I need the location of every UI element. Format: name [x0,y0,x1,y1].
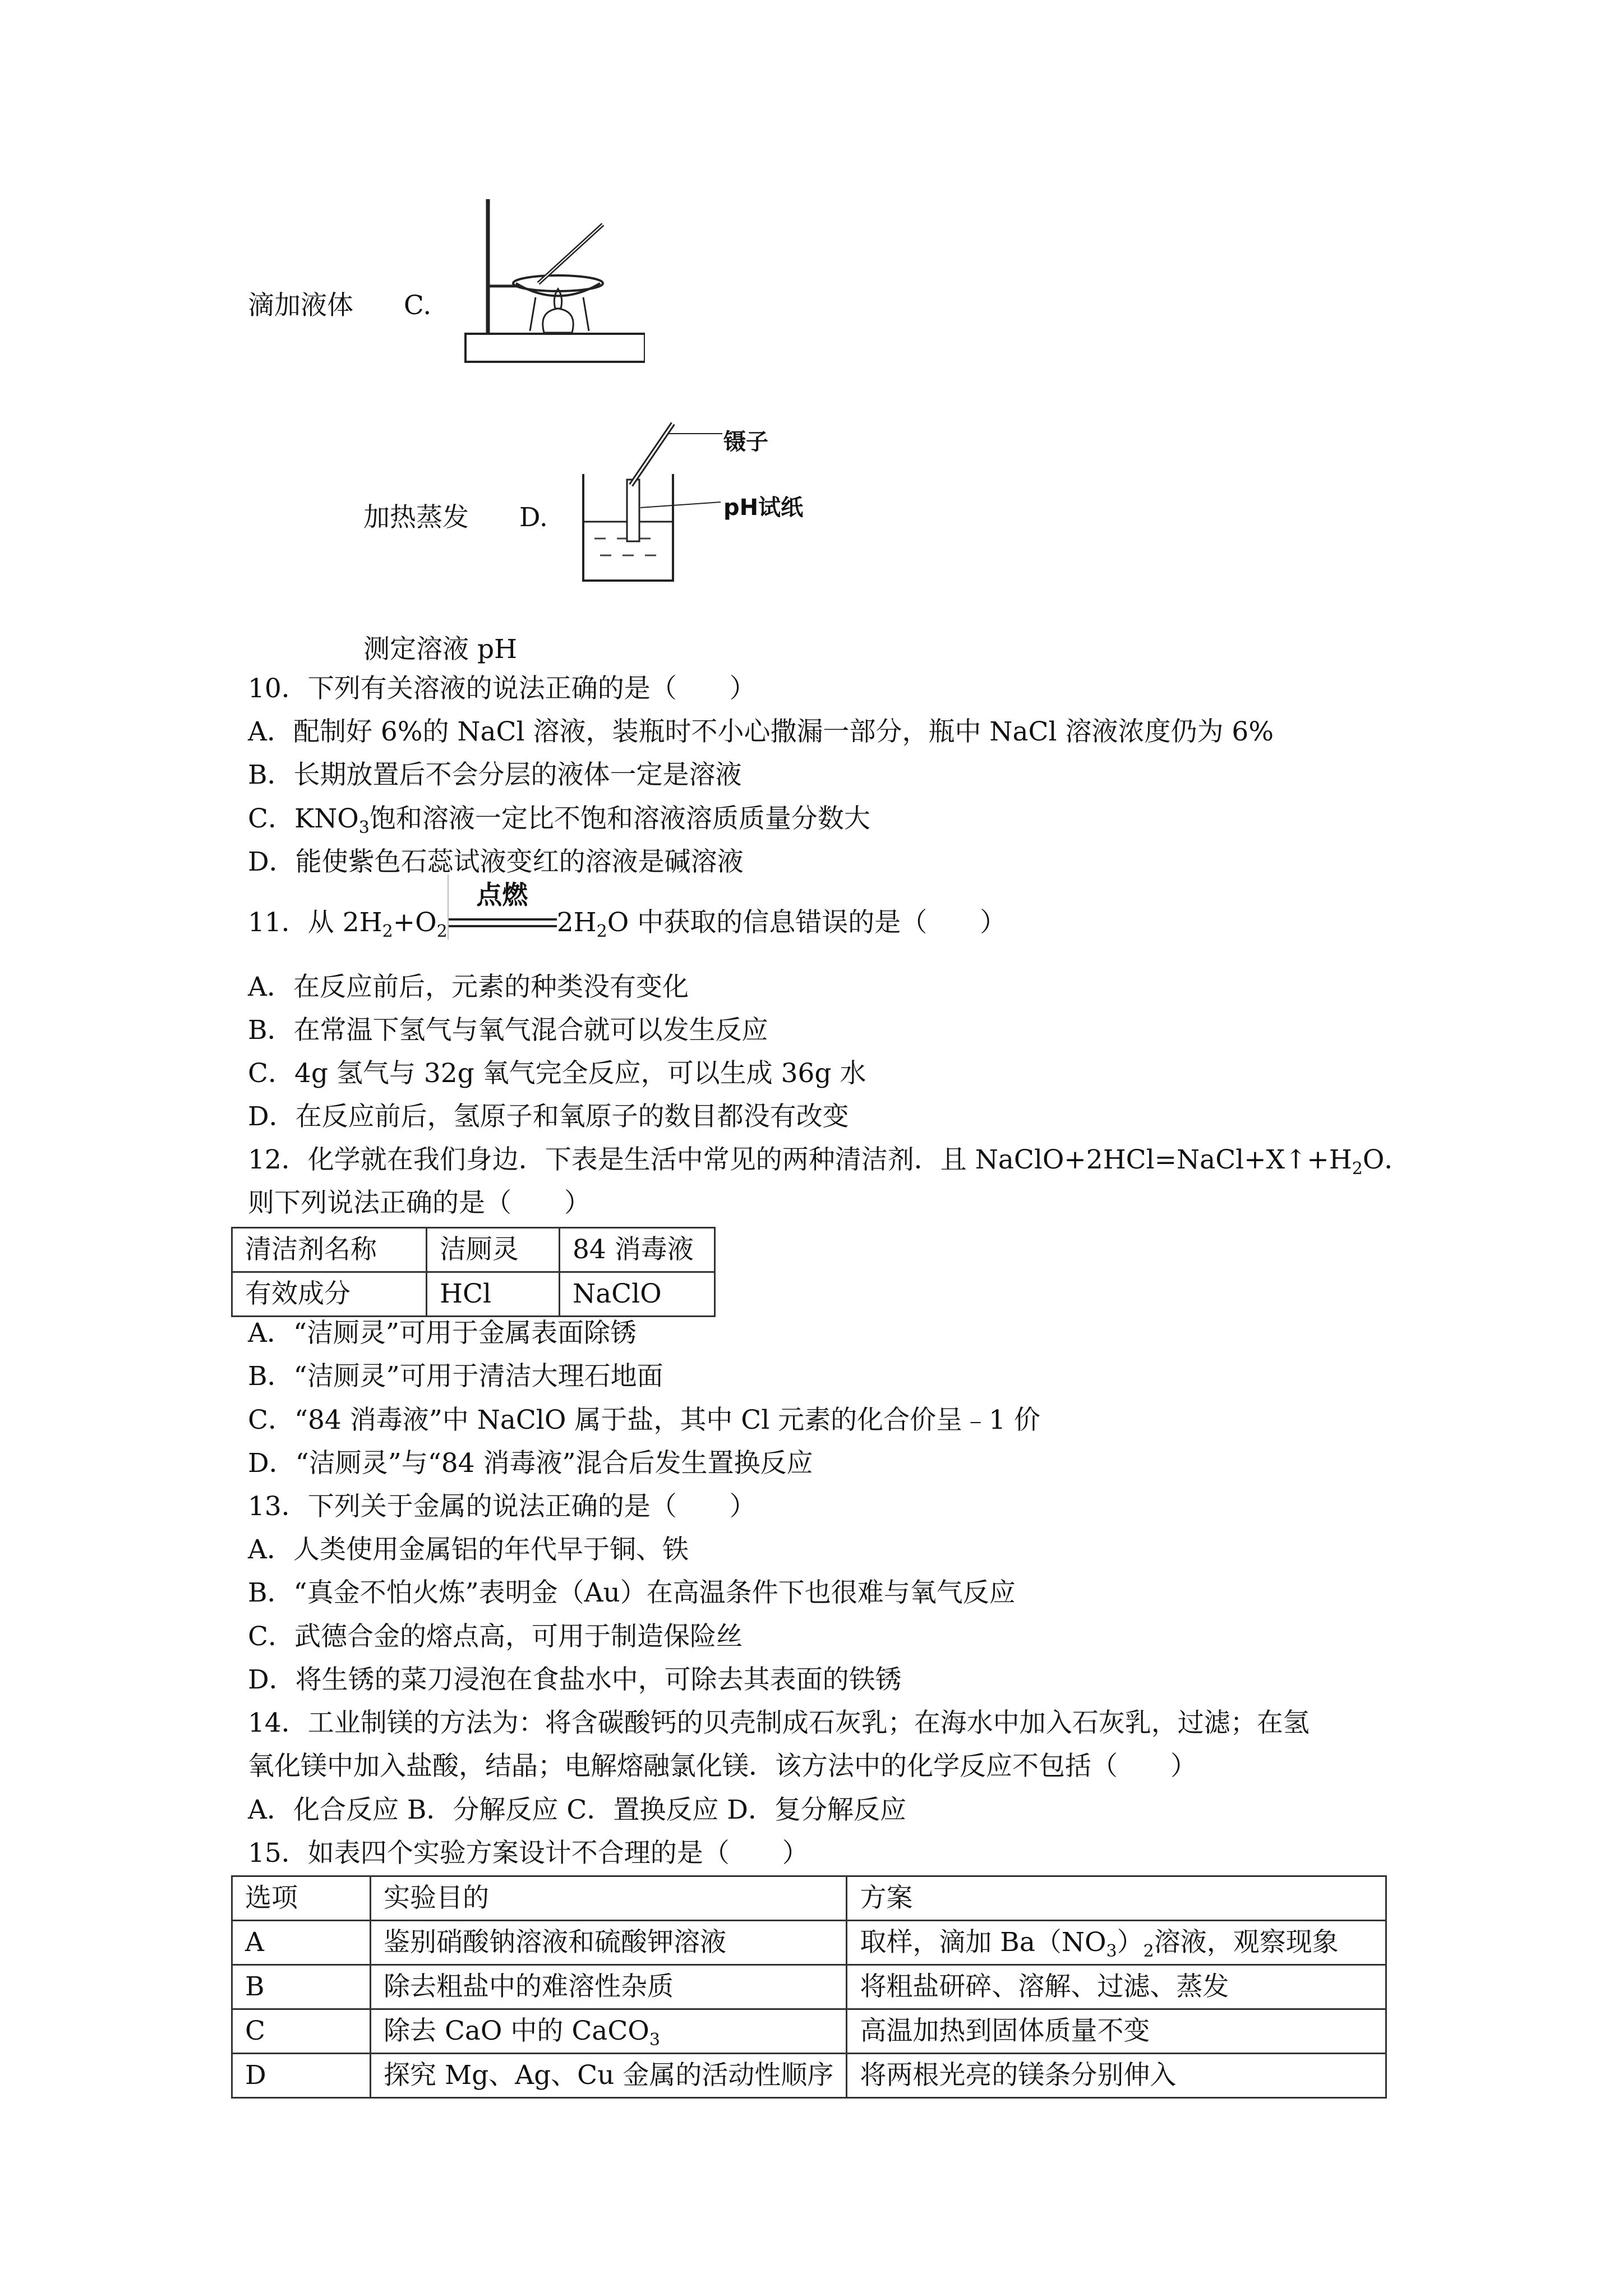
table-cell: 84 消毒液 [560,1228,715,1272]
q15-experiment-table [231,1875,1387,2099]
q11-option-b: B．在常温下氢气与氧气混合就可以发生反应 [248,1015,768,1046]
table-row [232,1965,1386,2009]
table-cell: 将两根光亮的镁条分别伸入 [847,2054,1386,2098]
table-cell: 除去粗盐中的难溶性杂质 [371,1965,847,2009]
table-header-cell: 选项 [232,1876,371,1921]
table-cell: HCl [427,1272,560,1317]
fig-c-letter: C. [403,290,432,321]
q13-option-a: A．人类使用金属铝的年代早于铜、铁 [248,1534,689,1565]
q12-option-a: A．“洁厕灵”可用于金属表面除锈 [248,1318,637,1349]
fig-d-letter: D. [519,502,548,533]
caption-d: 测定溶液 pH [363,634,518,665]
table-row [232,1921,1386,1965]
q12-cleaner-table [231,1227,716,1317]
table-cell: 高温加热到固体质量不变 [847,2009,1386,2054]
q12-option-c: C．“84 消毒液”中 NaClO 属于盐，其中 Cl 元素的化合价呈﹣1 价 [248,1405,1041,1435]
table-cell: 清洁剂名称 [232,1228,427,1272]
ph-paper-label: pH试纸 [723,495,804,521]
q11-stem: 11．从 $2H_2+O_2$ 点燃 $2H_2O$ 中获取的信息错误的是（ ） [248,906,1006,940]
fig-d-label: 加热蒸发 [363,502,469,533]
fig-c-label: 滴加液体 [248,290,353,321]
table-cell: B [232,1965,371,2009]
q10-option-b: B．长期放置后不会分层的液体一定是溶液 [248,760,742,790]
table-cell: 鉴别硝酸钠溶液和硫酸钾溶液 [371,1921,847,1965]
q11-option-d: D．在反应前后，氢原子和氧原子的数目都没有改变 [248,1101,849,1132]
fig-c-row [248,289,431,323]
table-cell: 除去 CaO 中的 CaCO$_3$ [371,2009,847,2054]
table-row [232,2054,1386,2098]
q14-options: A．化合反应 B．分解反应 C．置换反应 D．复分解反应 [248,1795,906,1825]
evaporation-apparatus-figure [454,199,645,367]
q11-option-c: C．4g 氢气与 32g 氧气完全反应，可以生成 36g 水 [248,1058,866,1089]
table-cell: 探究 Mg、Ag、Cu 金属的活动性顺序 [371,2054,847,2098]
fig-d-row [363,501,548,535]
q14-stem-line1: 14．工业制镁的方法为：将含碳酸钙的贝壳制成石灰乳；在海水中加入石灰乳，过滤；在氢 [248,1708,1310,1738]
table-cell: A [232,1921,371,1965]
q13-option-b: B．“真金不怕火炼”表明金（Au）在高温条件下也很难与氧气反应 [248,1577,1016,1608]
table-cell: 取样，滴加 $Ba(NO_3)_2$溶液，观察现象 [847,1921,1386,1965]
table-cell: 洁厕灵 [427,1228,560,1272]
q12-stem-line1: 12．化学就在我们身边．下表是生活中常见的两种清洁剂．且 $NaClO+2HCl=NaCl+X↑+H_2O$． [248,1144,1411,1179]
table-cell: 有效成分 [232,1272,427,1317]
reaction-condition-arrow: 点燃 [448,906,557,940]
q12-option-d: D．“洁厕灵”与“84 消毒液”混合后发生置换反应 [248,1448,813,1479]
q10-option-a: A．配制好 6%的 NaCl 溶液，装瓶时不小心撒漏一部分，瓶中 NaCl 溶液浓度仍为 6% [248,716,1274,747]
table-row [232,1876,1386,1921]
table-cell: NaClO [560,1272,715,1317]
table-cell: C [232,2009,371,2054]
table-row [232,1228,715,1272]
table-header-cell: 方案 [847,1876,1386,1921]
q12-stem-line2: 则下列说法正确的是（ ） [248,1188,591,1218]
table-cell: D [232,2054,371,2098]
q15-stem: 15．如表四个实验方案设计不合理的是（ ） [248,1838,809,1869]
q13-option-c: C．武德合金的熔点高，可用于制造保险丝 [248,1621,743,1652]
q10-option-c: C．$KNO_3$饱和溶液一定比不饱和溶液溶质质量分数大 [248,803,870,838]
q14-stem-line2: 氧化镁中加入盐酸，结晶；电解熔融氯化镁．该方法中的化学反应不包括（ ） [248,1751,1197,1782]
tweezers-label: 镊子 [723,429,768,455]
q10-stem: 10．下列有关溶液的说法正确的是（ ） [248,673,756,704]
table-row [232,1272,715,1317]
q13-option-d: D．将生锈的菜刀浸泡在食盐水中，可除去其表面的铁锈 [248,1664,902,1695]
q12-option-b: B．“洁厕灵”可用于清洁大理石地面 [248,1361,663,1392]
q13-stem: 13．下列关于金属的说法正确的是（ ） [248,1491,756,1522]
table-header-cell: 实验目的 [371,1876,847,1921]
table-cell: 将粗盐研碎、溶解、过滤、蒸发 [847,1965,1386,2009]
table-row [232,2009,1386,2054]
q10-option-d: D．能使紫色石蕊试液变红的溶液是碱溶液 [248,846,744,877]
q11-option-a: A．在反应前后，元素的种类没有变化 [248,972,689,1002]
